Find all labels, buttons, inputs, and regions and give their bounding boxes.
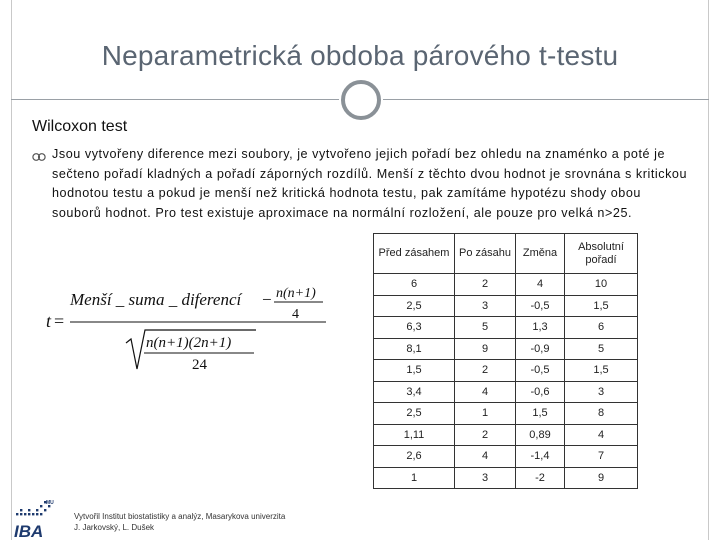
footer-line-1: Vytvořil Institut biostatistiky a analýz, Masarykova univerzita [74, 512, 286, 521]
cell-after: 4 [455, 446, 516, 468]
table-header-row [374, 234, 638, 274]
cell-after: 9 [455, 338, 516, 360]
cell-before: 1,5 [374, 360, 455, 382]
cell-rank: 10 [565, 274, 638, 296]
table-row [374, 403, 638, 425]
title-divider-left [11, 99, 339, 100]
table-row [374, 338, 638, 360]
cell-before: 6 [374, 274, 455, 296]
formula-term: Menší _ suma _ diferencí [70, 290, 242, 309]
cell-before: 3,4 [374, 381, 455, 403]
cell-change: -1,4 [516, 446, 565, 468]
cell-rank: 1,5 [565, 295, 638, 317]
header-change: Změna [516, 234, 565, 274]
data-table [373, 233, 638, 489]
cell-before: 8,1 [374, 338, 455, 360]
table-row [374, 360, 638, 382]
cell-rank: 6 [565, 317, 638, 339]
cell-before: 6,3 [374, 317, 455, 339]
slide-title: Neparametrická obdoba párového t-testu [101, 40, 619, 71]
table-row [374, 467, 638, 489]
cell-change: -0,5 [516, 295, 565, 317]
cell-change: -0,6 [516, 381, 565, 403]
cell-after: 3 [455, 467, 516, 489]
cell-after: 2 [455, 274, 516, 296]
table-row [374, 274, 638, 296]
cell-change: -2 [516, 467, 565, 489]
cell-rank: 5 [565, 338, 638, 360]
cell-change: 1,5 [516, 403, 565, 425]
formula-sqrt-denominator: 24 [192, 357, 207, 373]
cell-before: 1 [374, 467, 455, 489]
cell-change: 0,89 [516, 424, 565, 446]
formula-lhs: t [46, 311, 52, 331]
logo-superscript: MU [46, 500, 54, 506]
table-row [374, 446, 638, 468]
table-row [374, 381, 638, 403]
cell-before: 2,5 [374, 295, 455, 317]
cell-after: 1 [455, 403, 516, 425]
cell-after: 5 [455, 317, 516, 339]
cell-rank: 8 [565, 403, 638, 425]
circle-ornament-icon [341, 80, 381, 120]
table-row [374, 424, 638, 446]
table-row [374, 295, 638, 317]
logo-wordmark: IBA [14, 522, 44, 540]
formula-equals: = [54, 311, 65, 331]
cell-after: 4 [455, 381, 516, 403]
cell-after: 2 [455, 360, 516, 382]
section-subtitle: Wilcoxon test [32, 118, 128, 135]
cell-before: 2,6 [374, 446, 455, 468]
description-paragraph: Jsou vytvořeny diference mezi soubory, je vytvořeno jejich pořadí bez ohledu na znaménko a poté je sečteno pořadí kladných a pořadí záporných rozdílů. Menší z těchto dvou hodnot je srovnána s kritickou hodnotou testu a pokud je menší než kritická hodnota testu, pak zamítáme hypotézu shody obou souborů hodnot. Pro test existuje aproximace na normální rozložení, ale pouze pro velká n>25. [52, 147, 688, 220]
table-row [374, 317, 638, 339]
cell-rank: 4 [565, 424, 638, 446]
wilcoxon-formula [40, 275, 340, 375]
footer-credits [74, 511, 285, 533]
cell-rank: 1,5 [565, 360, 638, 382]
header-after: Po zásahu [455, 234, 516, 274]
cell-change: 1,3 [516, 317, 565, 339]
cell-before: 2,5 [374, 403, 455, 425]
cell-change: -0,9 [516, 338, 565, 360]
formula-minus: − [262, 290, 272, 309]
header-abs-rank: Absolutní pořadí [565, 234, 638, 274]
bullet-mark-icon [32, 151, 46, 164]
formula-sub-denominator: 4 [292, 307, 299, 322]
cell-after: 2 [455, 424, 516, 446]
title-divider-right [383, 99, 709, 100]
cell-change: -0,5 [516, 360, 565, 382]
cell-rank: 7 [565, 446, 638, 468]
iba-logo-icon [12, 497, 57, 540]
cell-before: 1,11 [374, 424, 455, 446]
formula-sqrt-numerator: n(n+1)(2n+1) [146, 335, 232, 351]
header-before: Před zásahem [374, 234, 455, 274]
footer-line-2: J. Jarkovský, L. Dušek [74, 523, 155, 532]
cell-rank: 9 [565, 467, 638, 489]
formula-sub-numerator: n(n+1) [276, 286, 316, 301]
cell-rank: 3 [565, 381, 638, 403]
cell-change: 4 [516, 274, 565, 296]
cell-after: 3 [455, 295, 516, 317]
